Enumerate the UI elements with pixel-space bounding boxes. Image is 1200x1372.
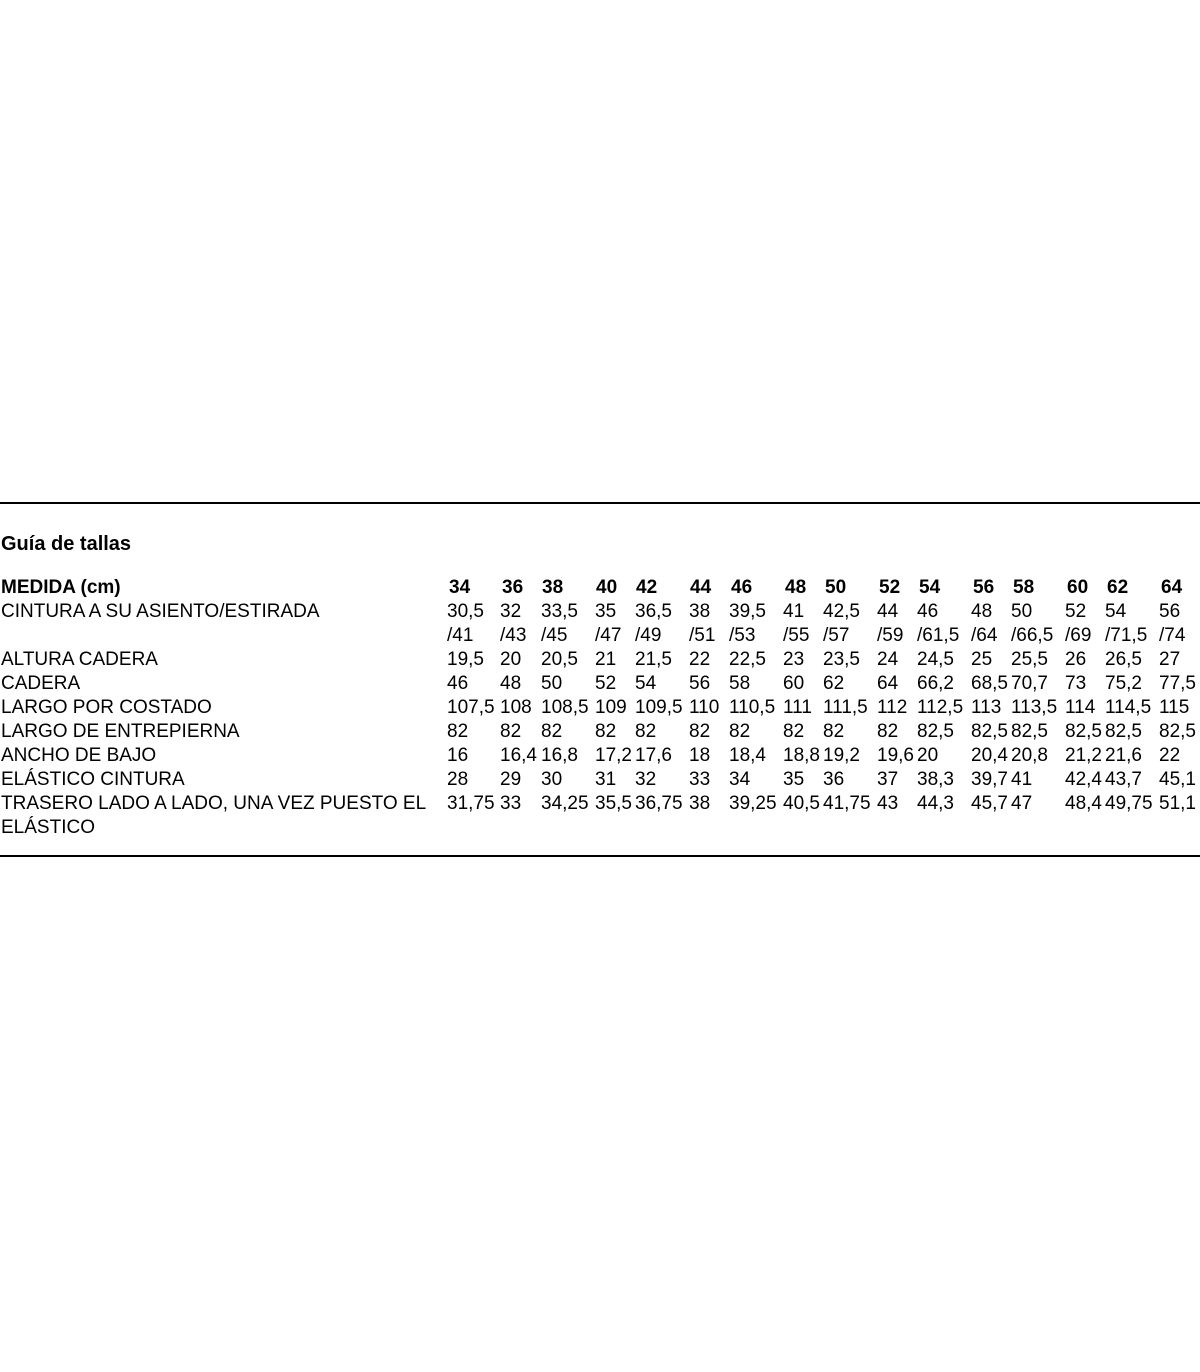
- table-cell: 47: [1011, 793, 1033, 814]
- table-cell: 21: [595, 649, 617, 670]
- table-row: [0, 792, 1200, 840]
- table-cell: 82: [500, 721, 522, 742]
- table-cell: 44 /59: [877, 601, 904, 646]
- table-cell: 60: [783, 673, 805, 694]
- table-cell: 32: [635, 769, 657, 790]
- table-cell: 46 /61,5: [917, 601, 960, 646]
- table-cell: 45,7: [971, 793, 1008, 814]
- size-header: 48: [785, 577, 807, 598]
- table-cell: 50 /66,5: [1011, 601, 1054, 646]
- table-cell: 64: [877, 673, 899, 694]
- page-title: Guía de tallas: [1, 533, 132, 555]
- table-cell: 48 /64: [971, 601, 998, 646]
- table-cell: 52: [595, 673, 617, 694]
- size-header: 64: [1161, 577, 1183, 598]
- table-cell: 35,5: [595, 793, 632, 814]
- table-cell: 39,7: [971, 769, 1008, 790]
- table-cell: 34: [729, 769, 751, 790]
- table-cell: 66,2: [917, 673, 954, 694]
- table-cell: 20,8: [1011, 745, 1048, 766]
- size-header: 50: [825, 577, 847, 598]
- table-cell: 17,2: [595, 745, 632, 766]
- size-header: 62: [1107, 577, 1129, 598]
- table-cell: 36,5 /49: [635, 601, 672, 646]
- table-cell: 28: [447, 769, 469, 790]
- table-cell: 58: [729, 673, 751, 694]
- table-cell: 26,5: [1105, 649, 1142, 670]
- table-cell: 73: [1065, 673, 1087, 694]
- table-cell: 39,5 /53: [729, 601, 766, 646]
- table-cell: 31: [595, 769, 617, 790]
- table-cell: 82: [635, 721, 657, 742]
- table-cell: 32 /43: [500, 601, 527, 646]
- table-cell: 108,5: [541, 697, 589, 718]
- table-cell: 35: [783, 769, 805, 790]
- table-cell: 34,25: [541, 793, 589, 814]
- table-cell: 23,5: [823, 649, 860, 670]
- table-cell: 29: [500, 769, 522, 790]
- table-cell: 111,5: [823, 697, 868, 718]
- table-cell: 23: [783, 649, 805, 670]
- table-cell: 40,5: [783, 793, 820, 814]
- table-row: [0, 744, 1200, 768]
- size-header: 54: [919, 577, 941, 598]
- table-cell: 27: [1159, 649, 1181, 670]
- table-cell: 33: [500, 793, 522, 814]
- table-cell: 113: [971, 697, 1002, 718]
- table-cell: 22,5: [729, 649, 766, 670]
- table-cell: 114: [1065, 697, 1096, 718]
- table-cell: 109,5: [635, 697, 683, 718]
- row-label: ALTURA CADERA: [1, 649, 158, 670]
- table-cell: 56: [689, 673, 711, 694]
- table-cell: 82,5: [1105, 721, 1142, 742]
- size-header: 36: [502, 577, 524, 598]
- table-cell: 22: [1159, 745, 1181, 766]
- size-header: 52: [879, 577, 901, 598]
- table-cell: 109: [595, 697, 627, 718]
- table-row: [0, 672, 1200, 696]
- table-cell: 38: [689, 793, 711, 814]
- table-cell: 44,3: [917, 793, 954, 814]
- table-cell: 54 /71,5: [1105, 601, 1148, 646]
- table-cell: 49,75: [1105, 793, 1153, 814]
- table-cell: 20,5: [541, 649, 578, 670]
- table-cell: 110,5: [729, 697, 776, 718]
- table-header-row: [0, 576, 1200, 600]
- table-cell: 22: [689, 649, 711, 670]
- size-header: 46: [731, 577, 753, 598]
- table-cell: 25,5: [1011, 649, 1048, 670]
- row-label: CINTURA A SU ASIENTO/ESTIRADA: [1, 601, 320, 622]
- table-cell: 82: [783, 721, 805, 742]
- table-cell: 77,5: [1159, 673, 1196, 694]
- table-cell: 30,5 /41: [447, 601, 484, 646]
- size-table: [0, 576, 1200, 840]
- table-cell: 82: [541, 721, 563, 742]
- row-label: CADERA: [1, 673, 81, 694]
- table-cell: 82,5: [917, 721, 954, 742]
- table-cell: 41: [1011, 769, 1033, 790]
- table-cell: 108: [500, 697, 532, 718]
- table-cell: 18,4: [729, 745, 766, 766]
- size-header: 40: [596, 577, 618, 598]
- table-cell: 38 /51: [689, 601, 716, 646]
- table-cell: 33: [689, 769, 711, 790]
- table-cell: 82: [447, 721, 469, 742]
- table-cell: 20: [500, 649, 522, 670]
- table-row: [0, 600, 1200, 648]
- size-header: 56: [973, 577, 995, 598]
- table-cell: 41 /55: [783, 601, 810, 646]
- table-cell: 82,5: [1159, 721, 1196, 742]
- table-cell: 19,2: [823, 745, 860, 766]
- table-cell: 52 /69: [1065, 601, 1092, 646]
- table-cell: 43: [877, 793, 899, 814]
- bottom-divider: [0, 855, 1200, 857]
- table-cell: 24: [877, 649, 899, 670]
- table-cell: 36,75: [635, 793, 683, 814]
- table-cell: 68,5: [971, 673, 1008, 694]
- table-cell: 41,75: [823, 793, 871, 814]
- size-header: 42: [636, 577, 658, 598]
- table-cell: 75,2: [1105, 673, 1142, 694]
- table-cell: 42,5 /57: [823, 601, 860, 646]
- table-cell: 26: [1065, 649, 1087, 670]
- table-cell: 115: [1159, 697, 1190, 718]
- top-divider: [0, 502, 1200, 504]
- table-cell: 39,25: [729, 793, 777, 814]
- table-cell: 31,75: [447, 793, 495, 814]
- table-cell: 114,5: [1105, 697, 1152, 718]
- table-cell: 36: [823, 769, 845, 790]
- row-label: LARGO DE ENTREPIERNA: [1, 721, 240, 742]
- table-cell: 35 /47: [595, 601, 622, 646]
- table-cell: 18: [689, 745, 711, 766]
- table-row: [0, 696, 1200, 720]
- table-cell: 30: [541, 769, 563, 790]
- table-cell: 112: [877, 697, 908, 718]
- size-header: 34: [449, 577, 471, 598]
- table-cell: 19,5: [447, 649, 484, 670]
- table-cell: 111: [783, 697, 812, 718]
- table-cell: 112,5: [917, 697, 964, 718]
- table-cell: 48: [500, 673, 522, 694]
- table-cell: 54: [635, 673, 657, 694]
- row-label: TRASERO LADO A LADO, UNA VEZ PUESTO EL ELÁSTICO: [1, 793, 426, 838]
- table-cell: 42,4: [1065, 769, 1102, 790]
- table-cell: 18,8: [783, 745, 820, 766]
- table-cell: 62: [823, 673, 845, 694]
- table-cell: 70,7: [1011, 673, 1048, 694]
- table-cell: 110: [689, 697, 720, 718]
- table-cell: 46: [447, 673, 469, 694]
- table-cell: 21,5: [635, 649, 672, 670]
- table-cell: 50: [541, 673, 563, 694]
- table-cell: 82,5: [1011, 721, 1048, 742]
- table-cell: 16,4: [500, 745, 537, 766]
- table-cell: 51,1: [1159, 793, 1196, 814]
- table-cell: 56 /74: [1159, 601, 1186, 646]
- table-cell: 82,5: [1065, 721, 1102, 742]
- table-cell: 45,1: [1159, 769, 1196, 790]
- row-label: ELÁSTICO CINTURA: [1, 769, 185, 790]
- table-cell: 82,5: [971, 721, 1008, 742]
- table-cell: 24,5: [917, 649, 954, 670]
- table-cell: 82: [689, 721, 711, 742]
- table-cell: 33,5 /45: [541, 601, 578, 646]
- table-row: [0, 648, 1200, 672]
- row-label: LARGO POR COSTADO: [1, 697, 212, 718]
- size-header: 60: [1067, 577, 1089, 598]
- table-cell: 48,4: [1065, 793, 1102, 814]
- table-row: [0, 768, 1200, 792]
- size-header: 38: [542, 577, 564, 598]
- table-cell: 20,4: [971, 745, 1008, 766]
- table-cell: 19,6: [877, 745, 914, 766]
- table-cell: 82: [823, 721, 845, 742]
- table-cell: 38,3: [917, 769, 954, 790]
- table-cell: 21,6: [1105, 745, 1142, 766]
- table-cell: 17,6: [635, 745, 672, 766]
- table-cell: 37: [877, 769, 899, 790]
- table-cell: 20: [917, 745, 939, 766]
- row-label: ANCHO DE BAJO: [1, 745, 157, 766]
- table-cell: 82: [595, 721, 617, 742]
- size-header: 58: [1013, 577, 1035, 598]
- header-label: MEDIDA (cm): [1, 577, 121, 598]
- table-cell: 16: [447, 745, 469, 766]
- table-cell: 82: [729, 721, 751, 742]
- table-cell: 25: [971, 649, 993, 670]
- table-cell: 43,7: [1105, 769, 1142, 790]
- table-row: [0, 720, 1200, 744]
- table-cell: 16,8: [541, 745, 578, 766]
- table-cell: 21,2: [1065, 745, 1102, 766]
- table-cell: 107,5: [447, 697, 495, 718]
- table-cell: 82: [877, 721, 899, 742]
- table-cell: 113,5: [1011, 697, 1058, 718]
- size-header: 44: [690, 577, 712, 598]
